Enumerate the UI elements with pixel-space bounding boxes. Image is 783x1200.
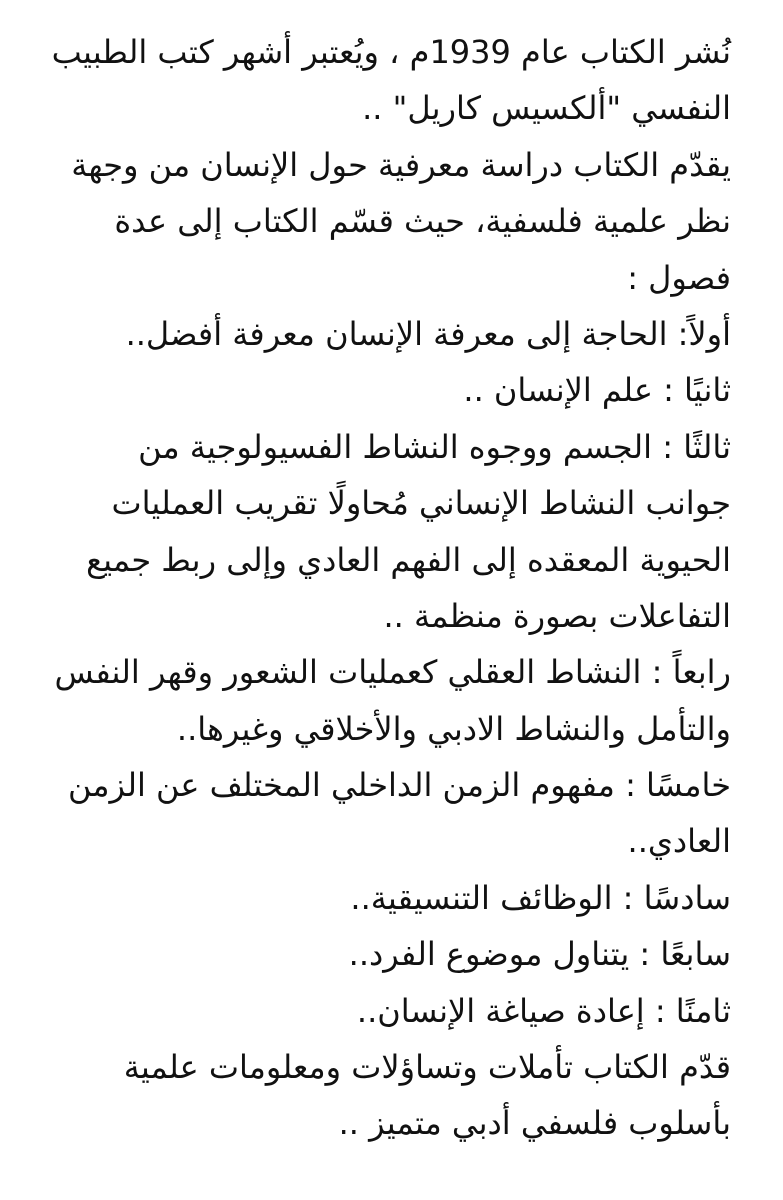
text-line: نُشر الكتاب عام 1939م ، ويُعتبر أشهر كتب الطبيب — [51, 33, 731, 71]
text-line: جوانب النشاط الإنساني مُحاولًا تقريب العمليات — [111, 484, 731, 523]
text-line: قدّم الكتاب تأملات وتساؤلات ومعلومات علمية — [123, 1048, 731, 1087]
text-line: والتأمل والنشاط الادبي والأخلاقي وغيرها.. — [176, 709, 731, 748]
text-line: النفسي "ألكسيس كاريل" .. — [362, 89, 731, 128]
text-line: ثامنًا : إعادة صياغة الإنسان.. — [356, 991, 731, 1030]
text-line: ثانيًا : علم الإنسان .. — [463, 371, 731, 410]
text-line: خامسًا : مفهوم الزمن الداخلي المختلف عن الزمن — [68, 766, 731, 805]
text-line: سابعًا : يتناول موضوع الفرد.. — [348, 935, 731, 974]
text-line: سادسًا : الوظائف التنسيقية.. — [350, 878, 731, 917]
text-line: نظر علمية فلسفية، حيث قسّم الكتاب إلى عدة — [114, 202, 731, 241]
text-line: التفاعلات بصورة منظمة .. — [383, 596, 731, 635]
text-line: الحيوية المعقده إلى الفهم العادي وإلى ربط جميع — [86, 540, 731, 579]
text-line: رابعاً : النشاط العقلي كعمليات الشعور وقهر النفس — [54, 653, 731, 692]
text-line: بأسلوب فلسفي أدبي متميز .. — [338, 1104, 731, 1143]
text-line: أولاً: الحاجة إلى معرفة الإنسان معرفة أفضل.. — [125, 314, 731, 353]
text-line: العادي.. — [627, 822, 731, 861]
text-line: ثالثًا : الجسم ووجوه النشاط الفسيولوجية من — [138, 427, 731, 466]
text-line: فصول : — [627, 258, 731, 297]
text-line: يقدّم الكتاب دراسة معرفية حول الإنسان من وجهة — [71, 145, 731, 184]
